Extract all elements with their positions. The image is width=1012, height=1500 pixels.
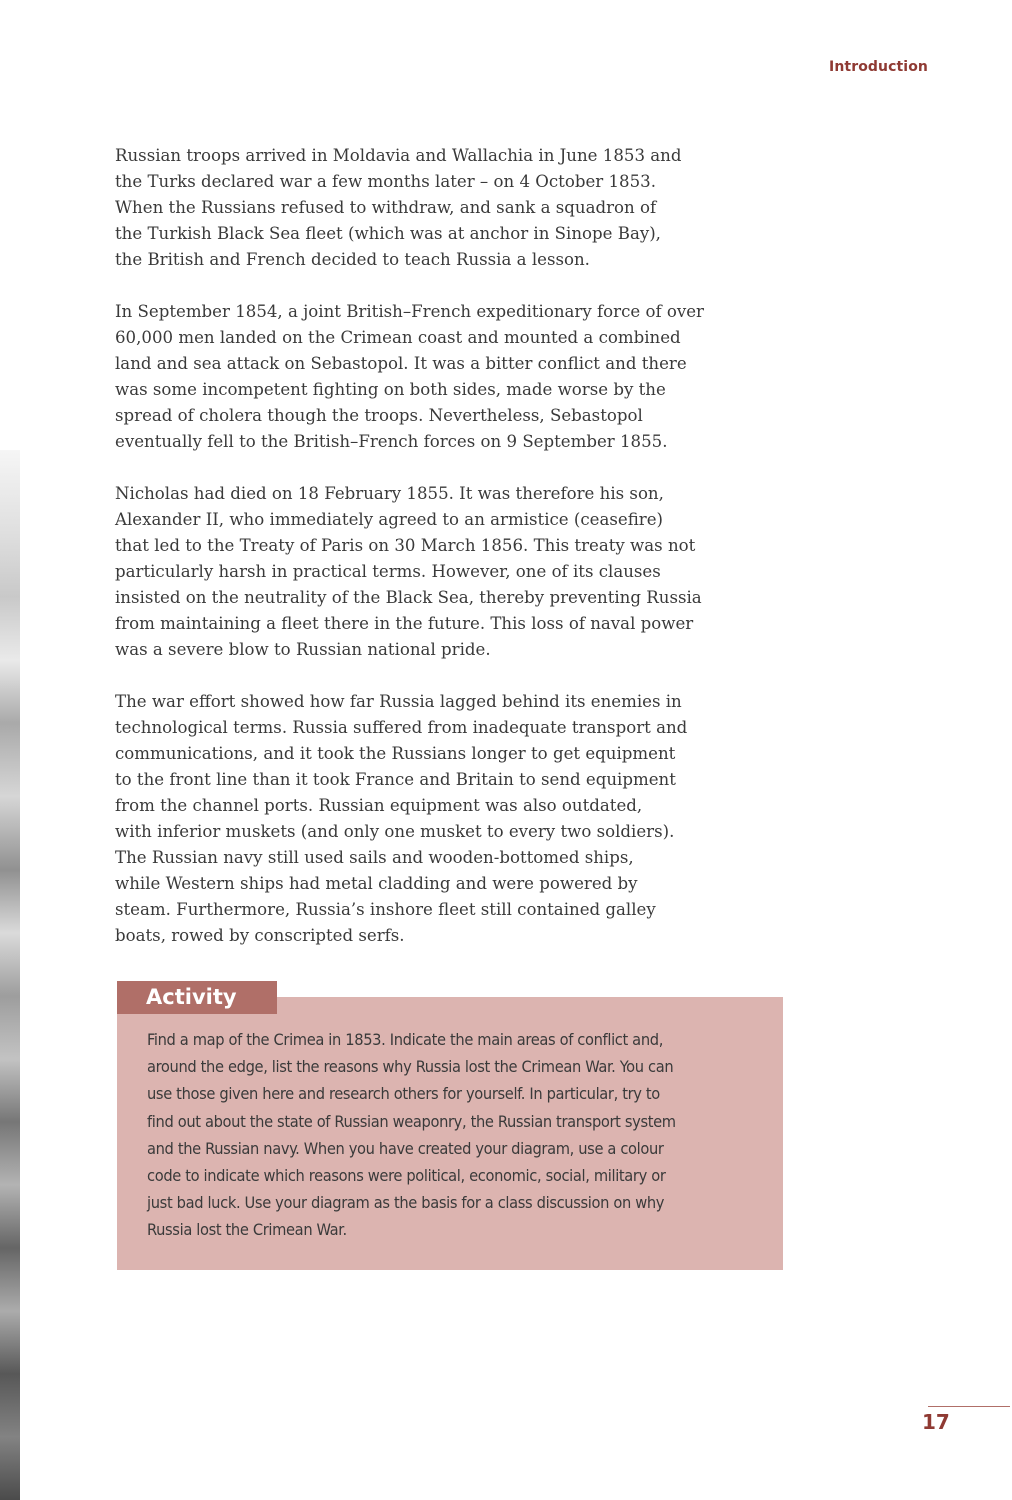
activity-title: Activity [146, 985, 237, 1009]
text-line: the British and French decided to teach Russia a lesson. [115, 250, 590, 269]
text-line: boats, rowed by conscripted serfs. [115, 926, 405, 945]
text-line: When the Russians refused to withdraw, and sank a squadron of [115, 198, 657, 217]
paragraph-3 [115, 481, 795, 663]
running-header: Introduction [829, 59, 928, 75]
activity-line: Russia lost the Crimean War. [147, 1220, 347, 1240]
text-line: technological terms. Russia suffered from inadequate transport and [115, 718, 688, 737]
text-line: from the channel ports. Russian equipment was also outdated, [115, 796, 643, 815]
text-line: with inferior muskets (and only one musket to every two soldiers). [115, 822, 675, 841]
activity-text [147, 1026, 767, 1244]
text-line: Nicholas had died on 18 February 1855. It was therefore his son, [115, 484, 664, 503]
page-number-rule [928, 1406, 1010, 1407]
text-line: 60,000 men landed on the Crimean coast and mounted a combined [115, 328, 681, 347]
main-text [115, 143, 795, 975]
activity-line: code to indicate which reasons were political, economic, social, military or [147, 1166, 666, 1186]
paragraph-4 [115, 689, 795, 949]
page-number: 17 [922, 1410, 950, 1434]
text-line: steam. Furthermore, Russia’s inshore fleet still contained galley [115, 900, 656, 919]
activity-line: Find a map of the Crimea in 1853. Indicate the main areas of conflict and, [147, 1030, 663, 1049]
text-line: Russian troops arrived in Moldavia and Wallachia in June 1853 and [115, 146, 682, 165]
text-line: The war effort showed how far Russia lagged behind its enemies in [115, 692, 682, 711]
paragraph-1 [115, 143, 795, 273]
text-line: Alexander II, who immediately agreed to an armistice (ceasefire) [115, 510, 664, 529]
activity-line: and the Russian navy. When you have created your diagram, use a colour [147, 1138, 664, 1158]
text-line: land and sea attack on Sebastopol. It was a bitter conflict and there [115, 354, 687, 373]
photo-edge-strip [0, 450, 20, 1500]
activity-line: use those given here and research others for yourself. In particular, try to [147, 1084, 660, 1104]
text-line: was some incompetent fighting on both sides, made worse by the [115, 380, 666, 399]
text-line: insisted on the neutrality of the Black Sea, thereby preventing Russia [115, 588, 702, 607]
text-line: while Western ships had metal cladding and were powered by [115, 874, 638, 893]
text-line: eventually fell to the British–French forces on 9 September 1855. [115, 432, 668, 451]
text-line: particularly harsh in practical terms. However, one of its clauses [115, 562, 661, 581]
text-line: In September 1854, a joint British–French expeditionary force of over [115, 302, 704, 321]
activity-line: just bad luck. Use your diagram as the basis for a class discussion on why [147, 1193, 665, 1213]
text-line: that led to the Treaty of Paris on 30 March 1856. This treaty was not [115, 536, 696, 555]
text-line: spread of cholera though the troops. Nevertheless, Sebastopol [115, 406, 643, 425]
text-line: the Turks declared war a few months later – on 4 October 1853. [115, 172, 656, 191]
text-line: to the front line than it took France and Britain to send equipment [115, 770, 676, 789]
text-line: was a severe blow to Russian national pride. [115, 640, 491, 659]
text-line: from maintaining a fleet there in the future. This loss of naval power [115, 614, 694, 633]
text-line: the Turkish Black Sea fleet (which was at anchor in Sinope Bay), [115, 224, 661, 243]
activity-line: around the edge, list the reasons why Russia lost the Crimean War. You can [147, 1057, 674, 1077]
text-line: The Russian navy still used sails and wooden-bottomed ships, [115, 848, 634, 867]
text-line: communications, and it took the Russians longer to get equipment [115, 744, 676, 763]
paragraph-2 [115, 299, 795, 455]
activity-line: find out about the state of Russian weaponry, the Russian transport system [147, 1111, 676, 1131]
